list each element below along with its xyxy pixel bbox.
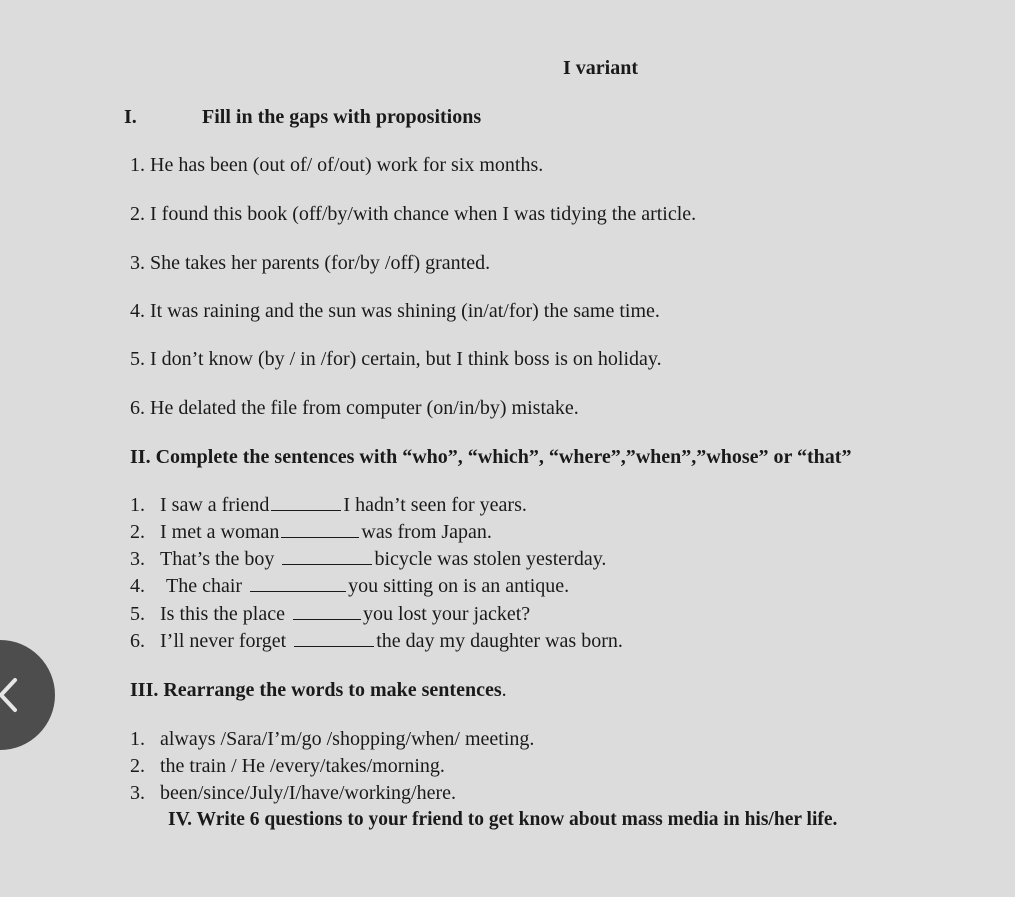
section-2-item-6 — [130, 629, 623, 653]
section-1-item-4: 4. It was raining and the sun was shining (in/at/for) the same time. — [130, 300, 660, 322]
section-2-item-4 — [130, 574, 569, 598]
item-number: 4. — [130, 575, 145, 597]
item-number: 1. — [130, 494, 145, 516]
item-number: 3. — [130, 782, 145, 804]
section-1-item-3: 3. She takes her parents (for/by /off) granted. — [130, 252, 491, 274]
answer-blank[interactable] — [293, 603, 361, 620]
section-3-item-1 — [130, 727, 534, 751]
section-2-item-1 — [130, 493, 527, 517]
item-text: always /Sara/I’m/go /shopping/when/ meeting. — [160, 728, 535, 750]
back-button[interactable] — [0, 640, 55, 750]
section-3-item-2 — [130, 754, 445, 778]
section-2-item-2 — [130, 520, 492, 544]
section-1-item-2: 2. I found this book (off/by/with chance when I was tidying the article. — [130, 203, 697, 225]
section-2-heading: II. Complete the sentences with “who”, “which”, “where”,”when”,”whose” or “that” — [130, 446, 852, 468]
item-before: Is this the place — [160, 603, 285, 625]
item-before: That’s the boy — [160, 548, 275, 570]
item-after: you lost your jacket? — [362, 603, 531, 625]
section-3-heading — [130, 678, 507, 702]
chevron-left-icon — [0, 676, 19, 714]
item-before: I’ll never forget — [160, 630, 287, 652]
item-before: I met a woman — [160, 521, 280, 543]
item-after: I hadn’t seen for years. — [343, 494, 527, 516]
section-3-heading-period: . — [501, 679, 507, 701]
item-after: bicycle was stolen yesterday. — [374, 548, 607, 570]
item-number: 3. — [130, 548, 145, 570]
section-2-item-3 — [130, 547, 606, 571]
section-1-item-1: 1. He has been (out of/ of/out) work for six months. — [130, 154, 544, 176]
section-4-heading: IV. Write 6 questions to your friend to get know about mass media in his/her life. — [168, 809, 838, 830]
section-1-item-6: 6. He delated the file from computer (on/in/by) mistake. — [130, 397, 579, 419]
answer-blank[interactable] — [282, 548, 372, 565]
answer-blank[interactable] — [281, 521, 359, 538]
section-3-heading-text: III. Rearrange the words to make sentences — [130, 679, 502, 701]
item-after: the day my daughter was born. — [376, 630, 623, 652]
item-number: 6. — [130, 630, 145, 652]
item-number: 5. — [130, 603, 145, 625]
item-before: I saw a friend — [160, 494, 270, 516]
answer-blank[interactable] — [271, 494, 341, 511]
item-before: The chair — [166, 575, 243, 597]
section-3-item-3 — [130, 781, 456, 805]
section-1-heading: Fill in the gaps with propositions — [202, 106, 482, 128]
item-text: the train / He /every/takes/morning. — [160, 755, 445, 777]
item-number: 2. — [130, 755, 145, 777]
section-1-numeral: I. — [124, 106, 137, 128]
section-1-item-5: 5. I don’t know (by / in /for) certain, but I think boss is on holiday. — [130, 348, 662, 370]
page-title: I variant — [563, 57, 638, 79]
item-after: you sitting on is an antique. — [348, 575, 570, 597]
item-number: 1. — [130, 728, 145, 750]
answer-blank[interactable] — [250, 575, 346, 592]
answer-blank[interactable] — [294, 630, 374, 647]
section-2-item-5 — [130, 602, 530, 626]
item-number: 2. — [130, 521, 145, 543]
item-after: was from Japan. — [361, 521, 492, 543]
item-text: been/since/July/I/have/working/here. — [160, 782, 457, 804]
